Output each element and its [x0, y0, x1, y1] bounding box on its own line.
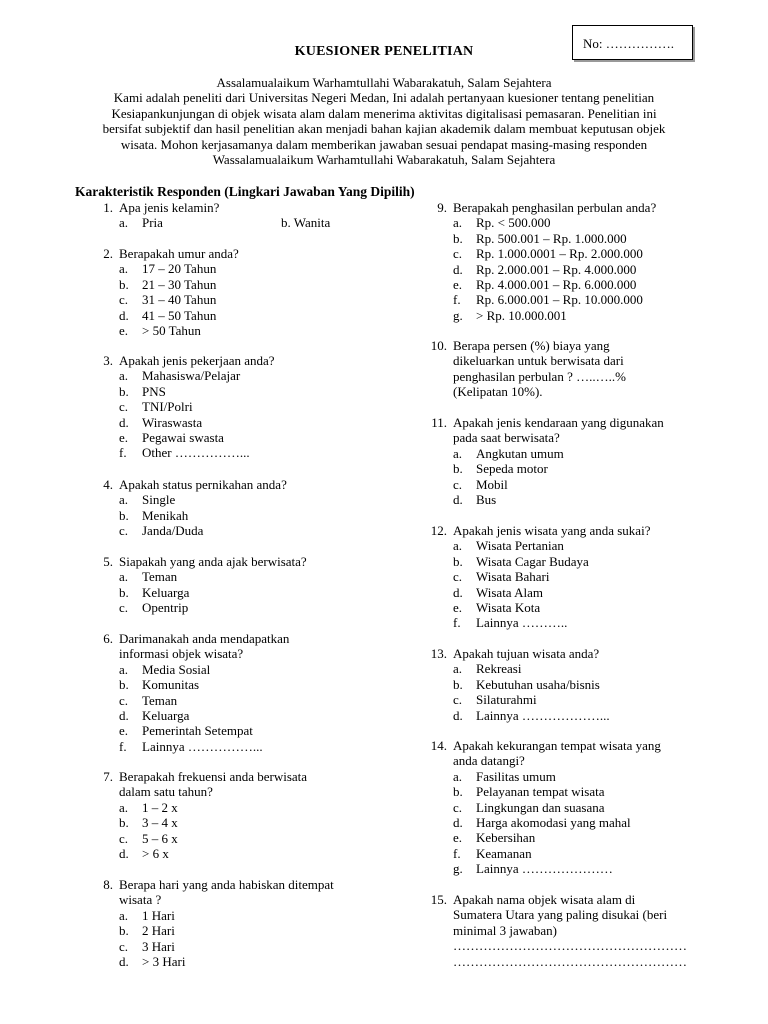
question-text: Apakah jenis kendaraan yang digunakan: [453, 415, 664, 430]
question-6: [96, 631, 416, 754]
intro-line: Assalamualaikum Warhamtullahi Wabarakatuh, Salam Sejahtera: [216, 75, 552, 90]
question-text-line: [96, 477, 416, 492]
option-text: Bus: [476, 491, 497, 507]
option-letter: d.: [453, 261, 463, 277]
question-number: 8.: [103, 877, 113, 892]
option-text: Kebersihan: [476, 830, 536, 846]
option-letter: e.: [453, 830, 463, 846]
question-text: dalam satu tahun?: [119, 784, 213, 800]
question-13: [430, 646, 730, 723]
option-letter: d.: [119, 953, 129, 969]
question-text-line: [96, 554, 416, 569]
question-1: [96, 200, 416, 231]
question-text-line: [430, 384, 730, 399]
question-text-line: [430, 200, 730, 215]
option-letter: a.: [119, 492, 129, 508]
option-letter: g.: [453, 307, 463, 323]
question-text: Berapakah penghasilan perbulan anda?: [453, 200, 657, 215]
option-letter: a.: [453, 768, 463, 784]
option-row[interactable]: [453, 492, 730, 507]
option-letter: e.: [119, 429, 129, 445]
question-text-line: [96, 784, 416, 799]
question-text: Siapakah yang anda ajak berwisata?: [119, 554, 307, 569]
option-row[interactable]: [119, 277, 416, 292]
option-row[interactable]: [453, 708, 730, 723]
section-title: Karakteristik Responden (Lingkari Jawaban Yang Dipilih): [75, 184, 415, 199]
option-text: 1 – 2 x: [142, 799, 178, 815]
option-row[interactable]: [119, 384, 416, 399]
option-letter: a.: [453, 661, 463, 677]
option-letter: a.: [119, 661, 129, 677]
option-row[interactable]: [453, 846, 730, 861]
option-text: > Rp. 10.000.001: [476, 307, 567, 323]
option-letter: a.: [453, 215, 463, 231]
question-text-line: [430, 954, 730, 969]
option-row[interactable]: [453, 661, 730, 676]
question-number: 13.: [430, 646, 447, 661]
question-text: Berapakah frekuensi anda berwisata: [119, 769, 308, 784]
option-letter: c.: [119, 523, 129, 539]
question-text-line: [96, 892, 416, 907]
option-text: Lingkungan dan suasana: [476, 799, 605, 815]
option-letter: e.: [453, 276, 463, 292]
option-text: Lainnya ……………...: [142, 738, 263, 754]
question-text-line: [96, 877, 416, 892]
question-8: [96, 877, 416, 969]
option-row[interactable]: [453, 585, 730, 600]
option-row[interactable]: [453, 446, 730, 461]
option-letter: f.: [119, 738, 127, 754]
option-letter: a.: [119, 215, 129, 231]
option-letter: b.: [119, 677, 129, 693]
option-row[interactable]: [119, 368, 416, 383]
option-letter: b.: [119, 923, 129, 939]
option-row[interactable]: [119, 585, 416, 600]
question-15: [430, 892, 730, 969]
question-text: anda datangi?: [453, 753, 525, 769]
option-row[interactable]: [119, 215, 416, 230]
option-text: Teman: [142, 692, 178, 708]
option-row[interactable]: [119, 908, 416, 923]
option-row[interactable]: [453, 477, 730, 492]
option-row[interactable]: [119, 662, 416, 677]
option-text: 2 Hari: [142, 923, 175, 939]
question-text-line: [430, 907, 730, 922]
option-letter: f.: [119, 445, 127, 461]
question-number: 2.: [103, 246, 113, 261]
option-text: Wisata Kota: [476, 599, 541, 615]
option-row[interactable]: [119, 677, 416, 692]
option-text: 41 – 50 Tahun: [142, 307, 217, 323]
option-row[interactable]: [119, 693, 416, 708]
option-letter: b.: [453, 784, 463, 800]
option-row[interactable]: [453, 600, 730, 615]
question-text-line: [96, 246, 416, 261]
option-row[interactable]: [453, 262, 730, 277]
option-letter: d.: [453, 814, 463, 830]
option-text: Mobil: [476, 476, 508, 492]
option-text: Harga akomodasi yang mahal: [476, 814, 631, 830]
option-row[interactable]: [119, 492, 416, 507]
question-text-line: [430, 892, 730, 907]
option-letter: g.: [453, 861, 463, 877]
question-text: dikeluarkan untuk berwisata dari: [453, 353, 624, 369]
option-text: > 50 Tahun: [142, 322, 201, 338]
option-row[interactable]: [453, 277, 730, 292]
option-letter: c.: [119, 938, 129, 954]
question-text: Darimanakah anda mendapatkan: [119, 631, 290, 646]
question-text: informasi objek wisata?: [119, 646, 244, 662]
option-row[interactable]: [453, 538, 730, 553]
question-text-line: [430, 738, 730, 753]
option-letter: d.: [453, 584, 463, 600]
question-text-line: [430, 923, 730, 938]
option-letter: d.: [119, 845, 129, 861]
option-text: Media Sosial: [142, 661, 211, 677]
question-14: [430, 738, 730, 877]
question-text: Berapa persen (%) biaya yang: [453, 338, 610, 353]
intro-paragraph: [70, 75, 698, 167]
option-text: Janda/Duda: [142, 523, 204, 539]
option-letter: b.: [453, 461, 463, 477]
option-letter: d.: [119, 414, 129, 430]
option-text: Pelayanan tempat wisata: [476, 784, 605, 800]
question-text: minimal 3 jawaban): [453, 922, 557, 938]
option-row[interactable]: [453, 554, 730, 569]
question-number: 6.: [103, 631, 113, 646]
option-row[interactable]: [453, 231, 730, 246]
option-text: Teman: [142, 569, 178, 585]
option-row[interactable]: [453, 308, 730, 323]
option-text: 31 – 40 Tahun: [142, 292, 217, 308]
option-letter: d.: [119, 707, 129, 723]
option-letter: c.: [453, 476, 463, 492]
option-text: Wisata Alam: [476, 584, 543, 600]
question-2: [96, 246, 416, 338]
question-text: ………………………………………………: [453, 953, 687, 969]
option-text: Mahasiswa/Pelajar: [142, 368, 241, 384]
option-letter: c.: [119, 830, 129, 846]
option-row[interactable]: [119, 800, 416, 815]
option-text: Rekreasi: [476, 661, 522, 677]
option-text: Rp. 1.000.0001 – Rp. 2.000.000: [476, 246, 643, 262]
option-text: 5 – 6 x: [142, 830, 178, 846]
option-row[interactable]: [119, 508, 416, 523]
option-row[interactable]: [119, 723, 416, 738]
option-letter: b.: [119, 815, 129, 831]
option-letter: b.: [453, 676, 463, 692]
option-row[interactable]: [119, 600, 416, 615]
question-number: 5.: [103, 554, 113, 569]
option-text: Lainnya ………………...: [476, 707, 610, 723]
option-row[interactable]: [119, 261, 416, 276]
option-text: > 6 x: [142, 845, 169, 861]
questionnaire-number-label: No: …………….: [583, 36, 674, 51]
question-text-line: [96, 646, 416, 661]
option-letter: b.: [453, 553, 463, 569]
question-text: ………………………………………………: [453, 938, 687, 954]
option-letter: a.: [119, 799, 129, 815]
question-number: 14.: [430, 738, 447, 753]
question-10: [430, 338, 730, 400]
option-row[interactable]: [119, 399, 416, 414]
question-text: penghasilan perbulan ? …..…..%: [453, 368, 626, 384]
option-text[interactable]: b. Wanita: [281, 215, 331, 231]
option-letter: d.: [119, 307, 129, 323]
option-row[interactable]: [453, 215, 730, 230]
option-text: Rp. 6.000.001 – Rp. 10.000.000: [476, 292, 643, 308]
option-text: Keluarga: [142, 707, 190, 723]
question-number: 11.: [431, 415, 447, 430]
option-letter: a.: [453, 538, 463, 554]
option-row[interactable]: [119, 323, 416, 338]
question-text-line: [430, 753, 730, 768]
option-row[interactable]: [119, 292, 416, 307]
question-number: 4.: [103, 477, 113, 492]
question-text-line: [430, 523, 730, 538]
option-text: Sepeda motor: [476, 461, 548, 477]
option-letter: a.: [119, 368, 129, 384]
question-text: pada saat berwisata?: [453, 430, 560, 446]
option-row[interactable]: [453, 784, 730, 799]
option-letter: e.: [453, 599, 463, 615]
option-row[interactable]: [453, 677, 730, 692]
option-row[interactable]: [119, 308, 416, 323]
option-text: Wisata Pertanian: [476, 538, 564, 554]
option-row[interactable]: [119, 831, 416, 846]
question-text: wisata ?: [119, 892, 162, 908]
question-text: Apakah nama objek wisata alam di: [453, 892, 636, 907]
option-text: Kebutuhan usaha/bisnis: [476, 676, 600, 692]
option-letter: e.: [119, 723, 129, 739]
option-row[interactable]: [119, 846, 416, 861]
option-row[interactable]: [119, 954, 416, 969]
option-row[interactable]: [453, 692, 730, 707]
option-text: 21 – 30 Tahun: [142, 276, 217, 292]
question-text: Berapa hari yang anda habiskan ditempat: [119, 877, 334, 892]
option-text: Rp. 4.000.001 – Rp. 6.000.000: [476, 276, 637, 292]
option-letter: d.: [453, 491, 463, 507]
option-row[interactable]: [453, 815, 730, 830]
question-11: [430, 415, 730, 507]
option-row[interactable]: [119, 445, 416, 460]
option-row[interactable]: [119, 430, 416, 445]
option-text: Komunitas: [142, 677, 200, 693]
question-text: Apakah jenis pekerjaan anda?: [119, 353, 275, 368]
question-text-line: [430, 646, 730, 661]
option-letter: b.: [119, 507, 129, 523]
option-letter: d.: [453, 707, 463, 723]
question-text-line: [430, 338, 730, 353]
option-text: Keamanan: [476, 845, 532, 861]
intro-line: Kami adalah peneliti dari Universitas Negeri Medan, Ini adalah pertanyaan kuesioner tentang penelitian: [113, 90, 655, 106]
option-row[interactable]: [453, 769, 730, 784]
option-text: Pegawai swasta: [142, 429, 224, 445]
option-letter: a.: [119, 569, 129, 585]
option-text: Menikah: [142, 507, 189, 523]
option-row[interactable]: [119, 923, 416, 938]
option-text: Single: [142, 492, 176, 508]
question-text: Apakah kekurangan tempat wisata yang: [453, 738, 661, 753]
option-text: Wiraswasta: [142, 414, 203, 430]
option-row[interactable]: [119, 708, 416, 723]
option-text: Other ……………...: [142, 445, 250, 461]
question-text: Apakah tujuan wisata anda?: [453, 646, 600, 661]
question-12: [430, 523, 730, 631]
option-text: PNS: [142, 383, 166, 399]
option-text: Rp. 2.000.001 – Rp. 4.000.000: [476, 261, 637, 277]
question-text: (Kelipatan 10%).: [453, 384, 543, 400]
intro-line: Wassalamualaikum Warhamtullahi Wabarakatuh, Salam Sejahtera: [212, 152, 556, 168]
option-letter: b.: [119, 276, 129, 292]
question-text: Apa jenis kelamin?: [119, 200, 220, 215]
question-text-line: [96, 769, 416, 784]
option-text: 1 Hari: [142, 907, 175, 923]
question-text-line: [430, 353, 730, 368]
question-5: [96, 554, 416, 616]
page-title: KUESIONER PENELITIAN: [294, 44, 474, 59]
option-row[interactable]: [119, 739, 416, 754]
option-letter: a.: [119, 261, 129, 277]
option-row[interactable]: [453, 569, 730, 584]
option-letter: c.: [119, 399, 129, 415]
option-row[interactable]: [119, 569, 416, 584]
option-row[interactable]: [119, 815, 416, 830]
option-letter: b.: [119, 584, 129, 600]
question-text-line: [430, 430, 730, 445]
option-text: Pria: [142, 215, 163, 231]
question-text-line: [96, 353, 416, 368]
option-row[interactable]: [119, 523, 416, 538]
option-row[interactable]: [453, 461, 730, 476]
question-text-line: [430, 415, 730, 430]
question-text-line: [430, 938, 730, 953]
option-letter: e.: [119, 322, 129, 338]
question-number: 9.: [437, 200, 447, 215]
question-text: Sumatera Utara yang paling disukai (beri: [453, 907, 668, 923]
question-text-line: [430, 369, 730, 384]
question-number: 10.: [430, 338, 447, 353]
option-text: Wisata Bahari: [476, 569, 550, 585]
question-number: 15.: [430, 892, 447, 907]
option-text: 3 Hari: [142, 938, 175, 954]
option-letter: c.: [453, 569, 463, 585]
option-text: Lainnya …………………: [476, 861, 613, 877]
question-number: 3.: [103, 353, 113, 368]
option-letter: a.: [119, 907, 129, 923]
option-text: Angkutan umum: [476, 445, 564, 461]
option-text: Silaturahmi: [476, 692, 537, 708]
option-text: Rp. 500.001 – Rp. 1.000.000: [476, 230, 627, 246]
option-letter: c.: [119, 292, 129, 308]
question-7: [96, 769, 416, 861]
question-text: Apakah jenis wisata yang anda sukai?: [453, 523, 651, 538]
option-row[interactable]: [453, 292, 730, 307]
option-row[interactable]: [453, 615, 730, 630]
question-3: [96, 353, 416, 461]
intro-line: wisata. Mohon kerjasamanya dalam memberikan jawaban sesuai pendapat masing-masing responden: [120, 136, 648, 152]
question-4: [96, 477, 416, 539]
option-text: Wisata Cagar Budaya: [476, 553, 589, 569]
option-text: Keluarga: [142, 584, 190, 600]
option-letter: c.: [119, 600, 129, 616]
option-text: Pemerintah Setempat: [142, 723, 253, 739]
option-letter: b.: [453, 230, 463, 246]
option-text: Lainnya ………..: [476, 615, 568, 631]
question-text: Apakah status pernikahan anda?: [119, 477, 287, 492]
question-number: 7.: [103, 769, 113, 784]
question-9: [430, 200, 730, 323]
intro-line: bersifat subjektif dan hasil penelitian akan menjadi bahan kajian akademik dalam membuat keputusan objek: [102, 121, 666, 137]
question-text: Berapakah umur anda?: [119, 246, 239, 261]
option-text: Rp. < 500.000: [476, 215, 551, 231]
option-row[interactable]: [119, 939, 416, 954]
option-row[interactable]: [119, 415, 416, 430]
option-text: 3 – 4 x: [142, 815, 178, 831]
option-letter: f.: [453, 615, 461, 631]
option-row[interactable]: [453, 246, 730, 261]
option-letter: c.: [453, 799, 463, 815]
option-letter: c.: [453, 246, 463, 262]
option-letter: f.: [453, 845, 461, 861]
intro-line: Kesiapankunjungan di objek wisata alam dalam menerima aktivitas digitalisasi pemasaran. Penelitian ini: [111, 105, 657, 121]
question-number: 1.: [103, 200, 113, 215]
option-letter: c.: [119, 692, 129, 708]
option-text: > 3 Hari: [142, 953, 186, 969]
option-text: TNI/Polri: [142, 399, 193, 415]
option-row[interactable]: [453, 800, 730, 815]
option-row[interactable]: [453, 861, 730, 876]
option-text: Fasilitas umum: [476, 768, 556, 784]
option-row[interactable]: [453, 830, 730, 845]
option-letter: c.: [453, 692, 463, 708]
option-letter: b.: [119, 383, 129, 399]
option-letter: f.: [453, 292, 461, 308]
question-number: 12.: [430, 523, 447, 538]
option-text: Opentrip: [142, 600, 189, 616]
option-text: 17 – 20 Tahun: [142, 261, 217, 277]
option-letter: a.: [453, 445, 463, 461]
question-text-line: [96, 631, 416, 646]
